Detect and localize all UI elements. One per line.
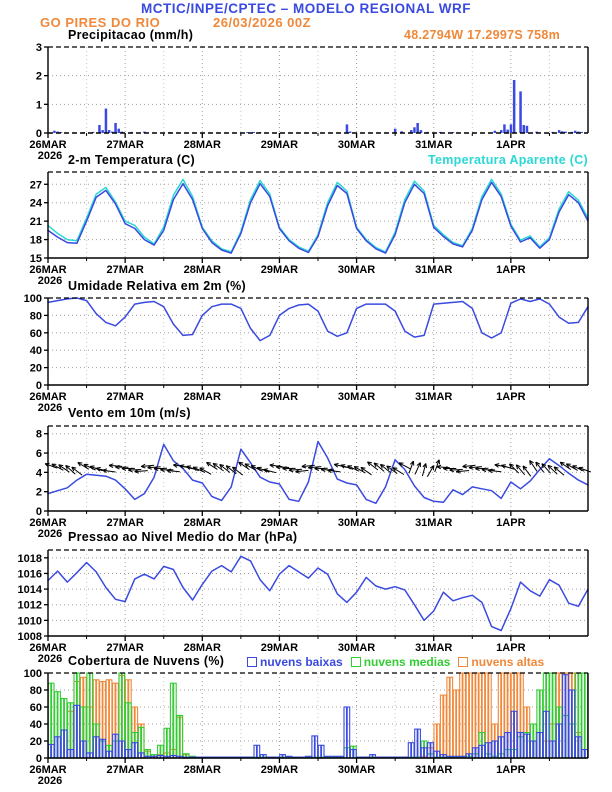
svg-text:29MAR: 29MAR	[260, 139, 299, 151]
svg-text:1: 1	[35, 99, 42, 112]
svg-text:20: 20	[29, 736, 42, 748]
svg-text:2026: 2026	[37, 653, 63, 665]
svg-text:30MAR: 30MAR	[337, 517, 376, 529]
svg-text:28MAR: 28MAR	[183, 517, 221, 529]
high-clouds-swatch-icon	[458, 657, 468, 667]
svg-text:27MAR: 27MAR	[106, 764, 144, 776]
svg-text:27MAR: 27MAR	[106, 264, 144, 276]
svg-text:0: 0	[35, 506, 42, 518]
svg-text:2: 2	[35, 486, 42, 499]
svg-text:29MAR: 29MAR	[260, 264, 299, 276]
svg-text:27: 27	[29, 179, 42, 192]
svg-text:31MAR: 31MAR	[415, 139, 453, 151]
panel-1	[29, 42, 588, 162]
svg-text:1APR: 1APR	[496, 391, 526, 403]
svg-text:31MAR: 31MAR	[415, 642, 453, 654]
cloud-cover-legend	[247, 655, 544, 669]
svg-text:1APR: 1APR	[496, 642, 526, 654]
svg-text:29MAR: 29MAR	[260, 517, 299, 529]
svg-text:2026: 2026	[37, 528, 63, 540]
panel-title-precipitation: Precipitacao (mm/h)	[68, 28, 194, 42]
series-blue	[48, 182, 588, 253]
svg-text:28MAR: 28MAR	[183, 139, 221, 151]
svg-text:26MAR: 26MAR	[29, 391, 67, 403]
svg-text:1008: 1008	[17, 631, 42, 643]
panel-label-apparent-temperature: Temperatura Aparente (C)	[427, 153, 588, 167]
svg-text:24: 24	[29, 197, 42, 210]
svg-text:27MAR: 27MAR	[106, 139, 144, 151]
svg-text:4: 4	[35, 467, 42, 480]
svg-text:100: 100	[23, 293, 42, 305]
svg-text:29MAR: 29MAR	[260, 391, 299, 403]
svg-text:28MAR: 28MAR	[183, 642, 221, 654]
svg-text:1014: 1014	[17, 584, 42, 597]
svg-text:2026: 2026	[37, 775, 63, 787]
svg-text:30MAR: 30MAR	[337, 139, 376, 151]
svg-text:8: 8	[35, 428, 42, 441]
svg-text:26MAR: 26MAR	[29, 139, 67, 151]
panel-3	[24, 293, 588, 414]
svg-text:28MAR: 28MAR	[183, 391, 221, 403]
panel-title-pressure: Pressao ao Nivel Medio do Mar (hPa)	[68, 530, 298, 544]
legend-label-mid-clouds: nuvens medias	[363, 655, 451, 669]
header-title: MCTIC/INPE/CPTEC – MODELO REGIONAL WRF	[140, 1, 471, 16]
svg-text:30MAR: 30MAR	[337, 642, 376, 654]
header-location-coordinates: 48.2794W 17.2997S 758m	[403, 28, 560, 42]
svg-text:2026: 2026	[37, 402, 63, 414]
svg-text:26MAR: 26MAR	[29, 264, 67, 276]
legend-label-low-clouds: nuvens baixas	[260, 655, 343, 669]
legend-item-high-clouds	[458, 655, 544, 669]
panel-title-temperature: 2-m Temperatura (C)	[68, 153, 196, 167]
svg-text:80: 80	[29, 685, 42, 697]
svg-text:31MAR: 31MAR	[415, 764, 453, 776]
svg-text:27MAR: 27MAR	[106, 517, 144, 529]
low-clouds-swatch-icon	[247, 657, 257, 667]
svg-text:6: 6	[35, 448, 42, 461]
svg-text:26MAR: 26MAR	[29, 642, 67, 654]
panel-title-wind: Vento em 10m (m/s)	[68, 406, 191, 420]
svg-text:27MAR: 27MAR	[106, 642, 144, 654]
svg-text:3: 3	[35, 42, 42, 54]
panel-6	[24, 668, 588, 787]
svg-text:31MAR: 31MAR	[415, 517, 453, 529]
svg-text:80: 80	[29, 310, 42, 323]
svg-text:1010: 1010	[17, 615, 42, 628]
svg-text:20: 20	[29, 362, 42, 375]
panel-title-cloud-cover: Cobertura de Nuvens (%)	[68, 654, 225, 668]
svg-text:26MAR: 26MAR	[29, 764, 67, 776]
header-station: GO PIRES DO RIO	[40, 15, 161, 30]
svg-text:30MAR: 30MAR	[337, 764, 376, 776]
svg-text:21: 21	[29, 216, 42, 229]
svg-text:15: 15	[29, 253, 42, 265]
svg-text:2: 2	[35, 70, 42, 83]
svg-text:26MAR: 26MAR	[29, 517, 67, 529]
svg-text:40: 40	[29, 719, 42, 731]
svg-text:0: 0	[35, 380, 42, 392]
svg-text:27MAR: 27MAR	[106, 391, 144, 403]
svg-text:0: 0	[35, 753, 42, 765]
svg-text:2026: 2026	[37, 150, 63, 162]
svg-text:31MAR: 31MAR	[415, 391, 453, 403]
svg-text:18: 18	[29, 234, 42, 247]
panel-title-humidity: Umidade Relativa em 2m (%)	[68, 279, 246, 293]
legend-item-mid-clouds	[351, 655, 451, 669]
svg-text:29MAR: 29MAR	[260, 764, 299, 776]
svg-text:100: 100	[23, 668, 42, 680]
svg-text:28MAR: 28MAR	[183, 764, 221, 776]
svg-text:28MAR: 28MAR	[183, 264, 221, 276]
svg-text:31MAR: 31MAR	[415, 264, 453, 276]
svg-text:1018: 1018	[17, 552, 42, 565]
svg-text:2026: 2026	[37, 275, 63, 287]
svg-text:30MAR: 30MAR	[337, 264, 376, 276]
svg-text:60: 60	[29, 702, 42, 714]
svg-text:1APR: 1APR	[496, 264, 526, 276]
legend-item-low-clouds	[247, 655, 343, 669]
svg-text:0: 0	[35, 128, 42, 140]
svg-text:1016: 1016	[17, 568, 42, 581]
series-blue	[48, 556, 588, 630]
header-run-datetime: 26/03/2026 00Z	[213, 15, 312, 30]
panel-4	[29, 426, 591, 540]
panel-5	[18, 550, 588, 665]
legend-label-high-clouds: nuvens altas	[471, 655, 545, 669]
mid-clouds-swatch-icon	[351, 657, 361, 667]
svg-text:40: 40	[29, 345, 42, 358]
svg-text:1APR: 1APR	[496, 764, 526, 776]
svg-text:30MAR: 30MAR	[337, 391, 376, 403]
panel-2	[29, 172, 588, 287]
svg-text:1012: 1012	[17, 599, 42, 612]
svg-text:60: 60	[29, 327, 42, 340]
svg-text:29MAR: 29MAR	[260, 642, 299, 654]
svg-text:1APR: 1APR	[496, 517, 526, 529]
svg-text:1APR: 1APR	[496, 139, 526, 151]
